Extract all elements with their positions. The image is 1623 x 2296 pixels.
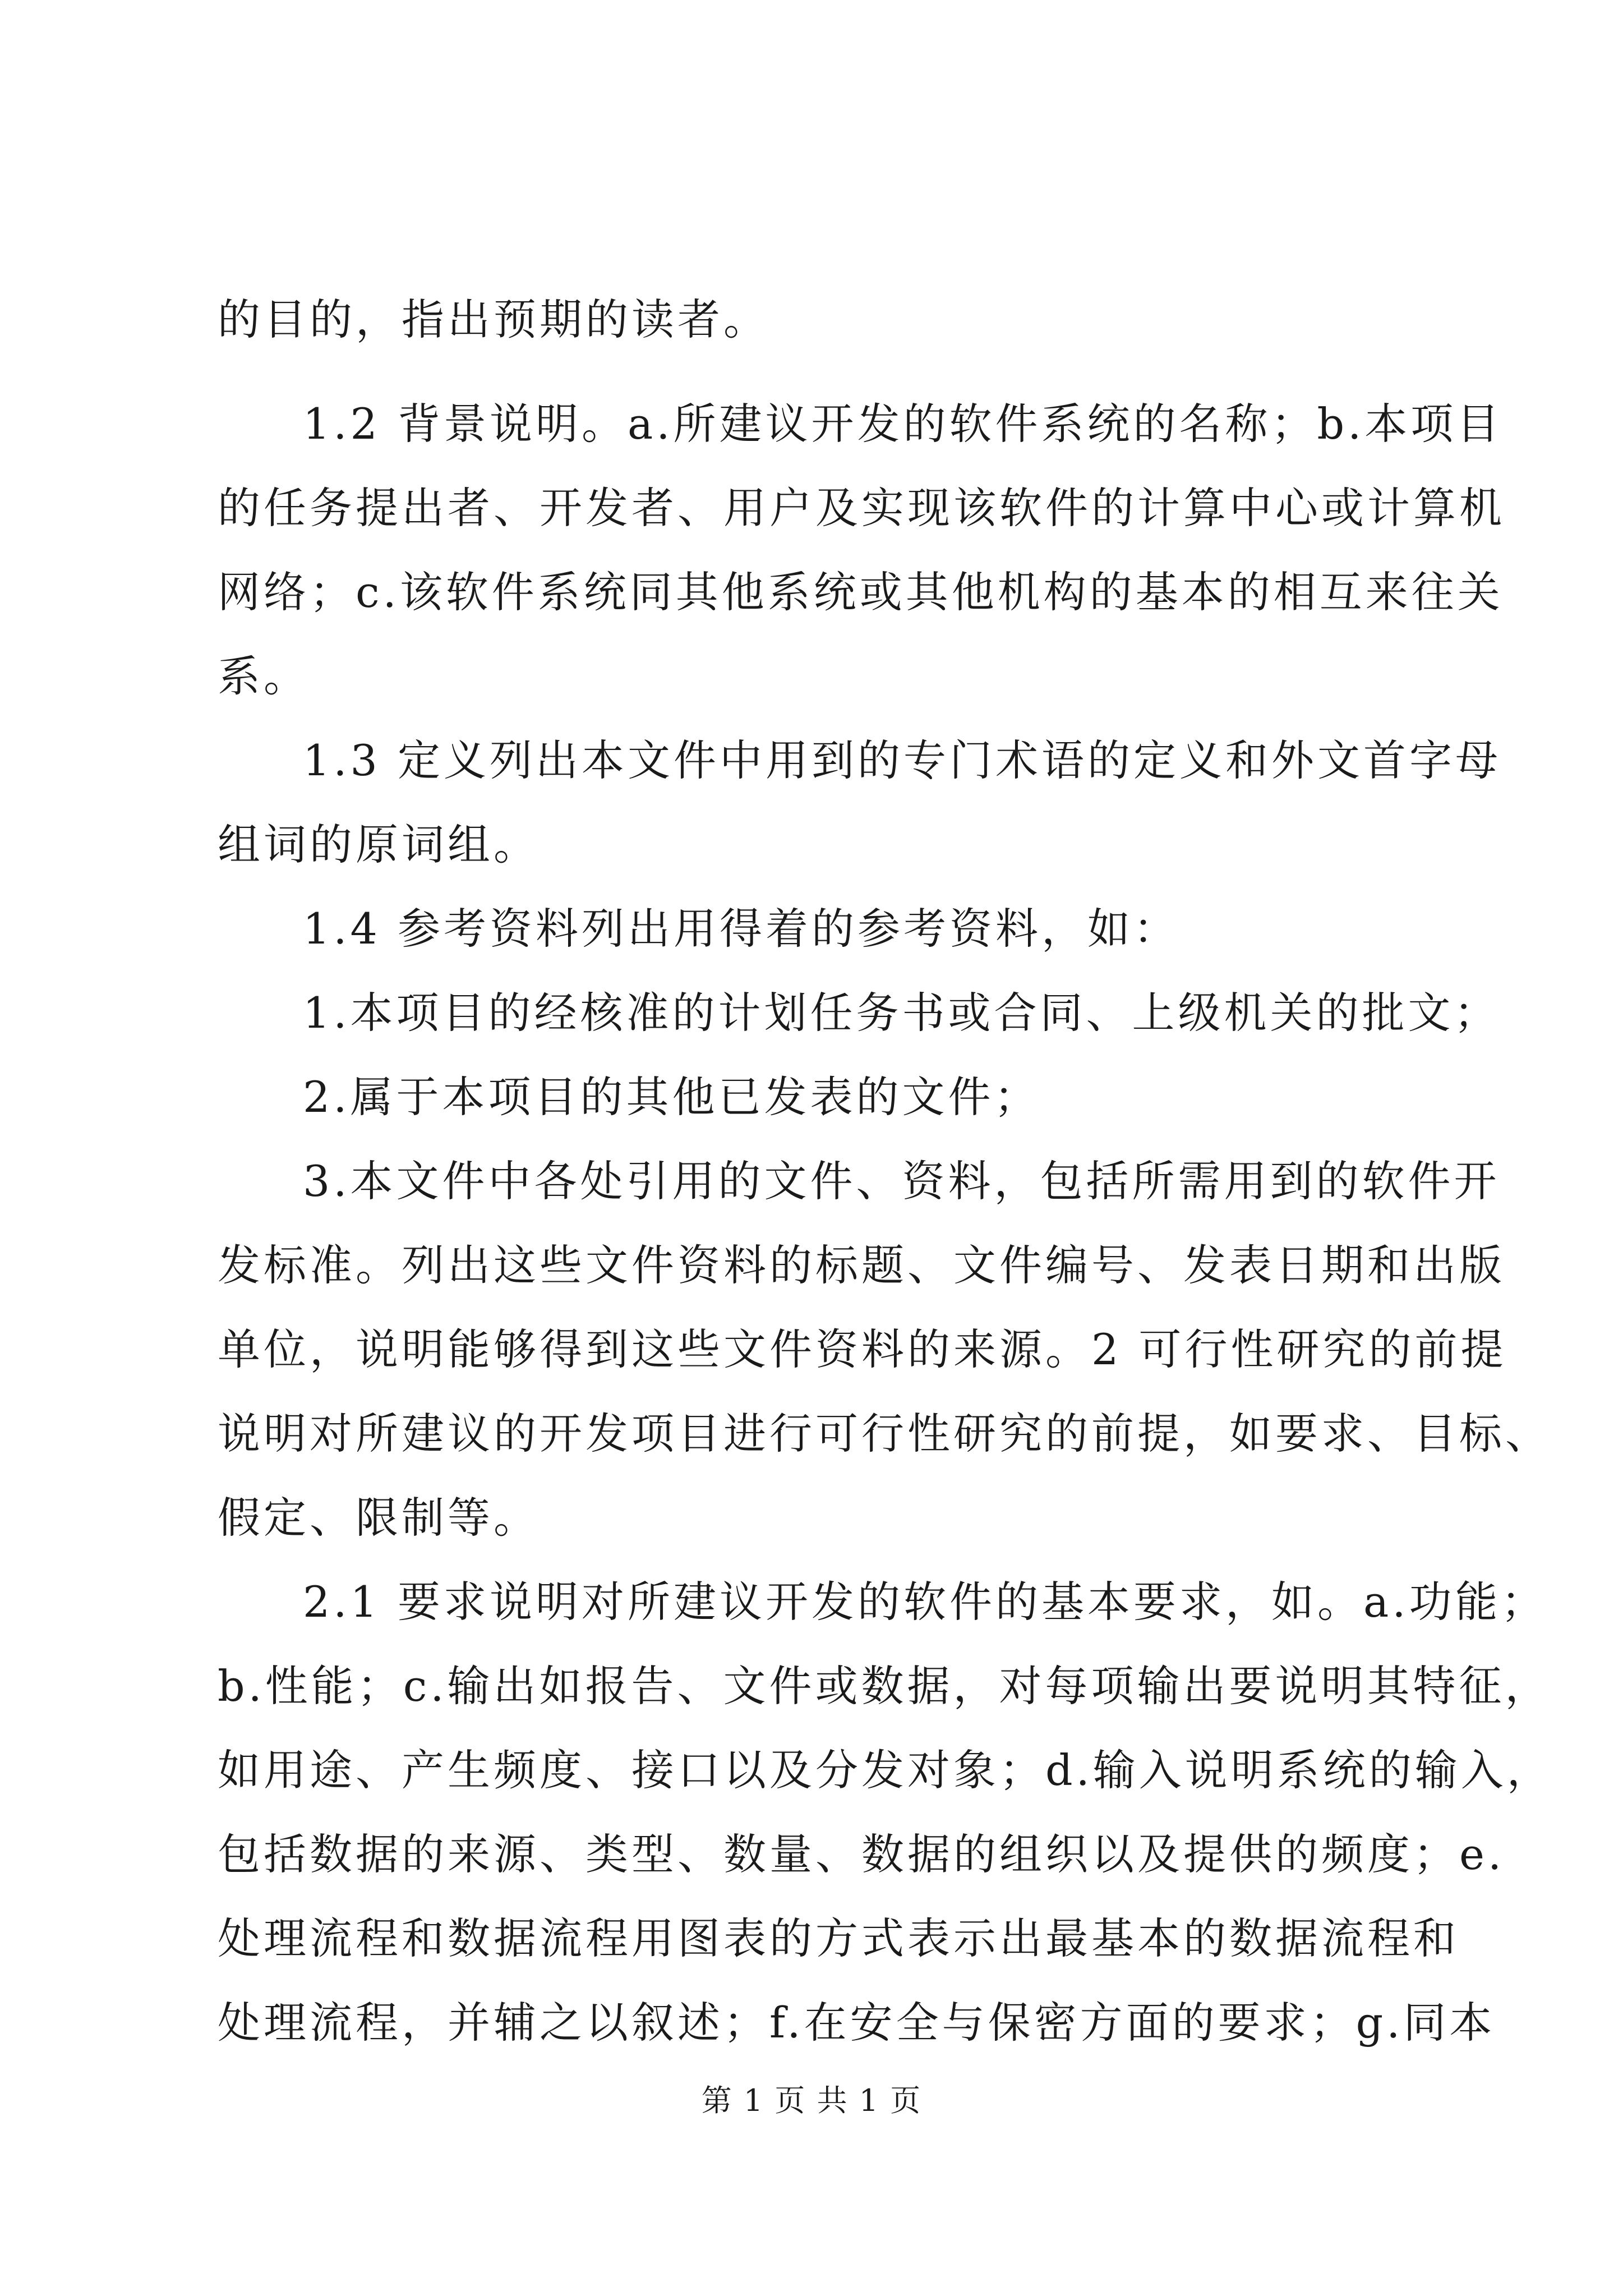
text-line: 1.3 定义列出本文件中用到的专门术语的定义和外文首字母 xyxy=(303,735,1502,785)
text-line: b.性能；c.输出如报告、文件或数据，对每项输出要说明其特征， xyxy=(218,1661,1551,1711)
text-line: 单位，说明能够得到这些文件资料的来源。2 可行性研究的前提 xyxy=(218,1324,1507,1374)
text-line: 的任务提出者、开发者、用户及实现该软件的计算中心或计算机 xyxy=(218,483,1505,533)
text-line: 网络；c.该软件系统同其他系统或其他机构的基本的相互来往关 xyxy=(218,567,1504,617)
text-line: 假定、限制等。 xyxy=(218,1493,540,1543)
page-footer: 第 1 页 共 1 页 xyxy=(701,2083,922,2118)
text-line: 处理流程，并辅之以叙述；f.在安全与保密方面的要求；g.同本 xyxy=(218,1998,1496,2047)
text-line: 2.1 要求说明对所建议开发的软件的基本要求，如。a.功能； xyxy=(303,1577,1547,1627)
text-line: 包括数据的来源、类型、数量、数据的组织以及提供的频度；e. xyxy=(218,1829,1505,1879)
text-line: 处理流程和数据流程用图表的方式表示出最基本的数据流程和 xyxy=(218,1913,1459,1963)
text-line: 发标准。列出这些文件资料的标题、文件编号、发表日期和出版 xyxy=(218,1240,1505,1290)
text-line: 如用途、产生频度、接口以及分发对象；d.输入说明系统的输入， xyxy=(218,1745,1553,1795)
text-line: 1.2 背景说明。a.所建议开发的软件系统的名称；b.本项目 xyxy=(303,399,1503,449)
text-line: 1.本项目的经核准的计划任务书或合同、上级机关的批文； xyxy=(303,988,1500,1038)
text-line: 组词的原词组。 xyxy=(218,820,540,869)
text-line: 说明对所建议的开发项目进行可行性研究的前提，如要求、目标、 xyxy=(218,1409,1551,1458)
text-line: 系。 xyxy=(218,651,310,701)
text-line: 3.本文件中各处引用的文件、资料，包括所需用到的软件开 xyxy=(303,1156,1500,1206)
text-line: 1.4 参考资料列出用得着的参考资料，如： xyxy=(303,904,1180,954)
text-line: 的目的，指出预期的读者。 xyxy=(218,295,769,344)
text-line: 2.属于本项目的其他已发表的文件； xyxy=(303,1072,1040,1122)
